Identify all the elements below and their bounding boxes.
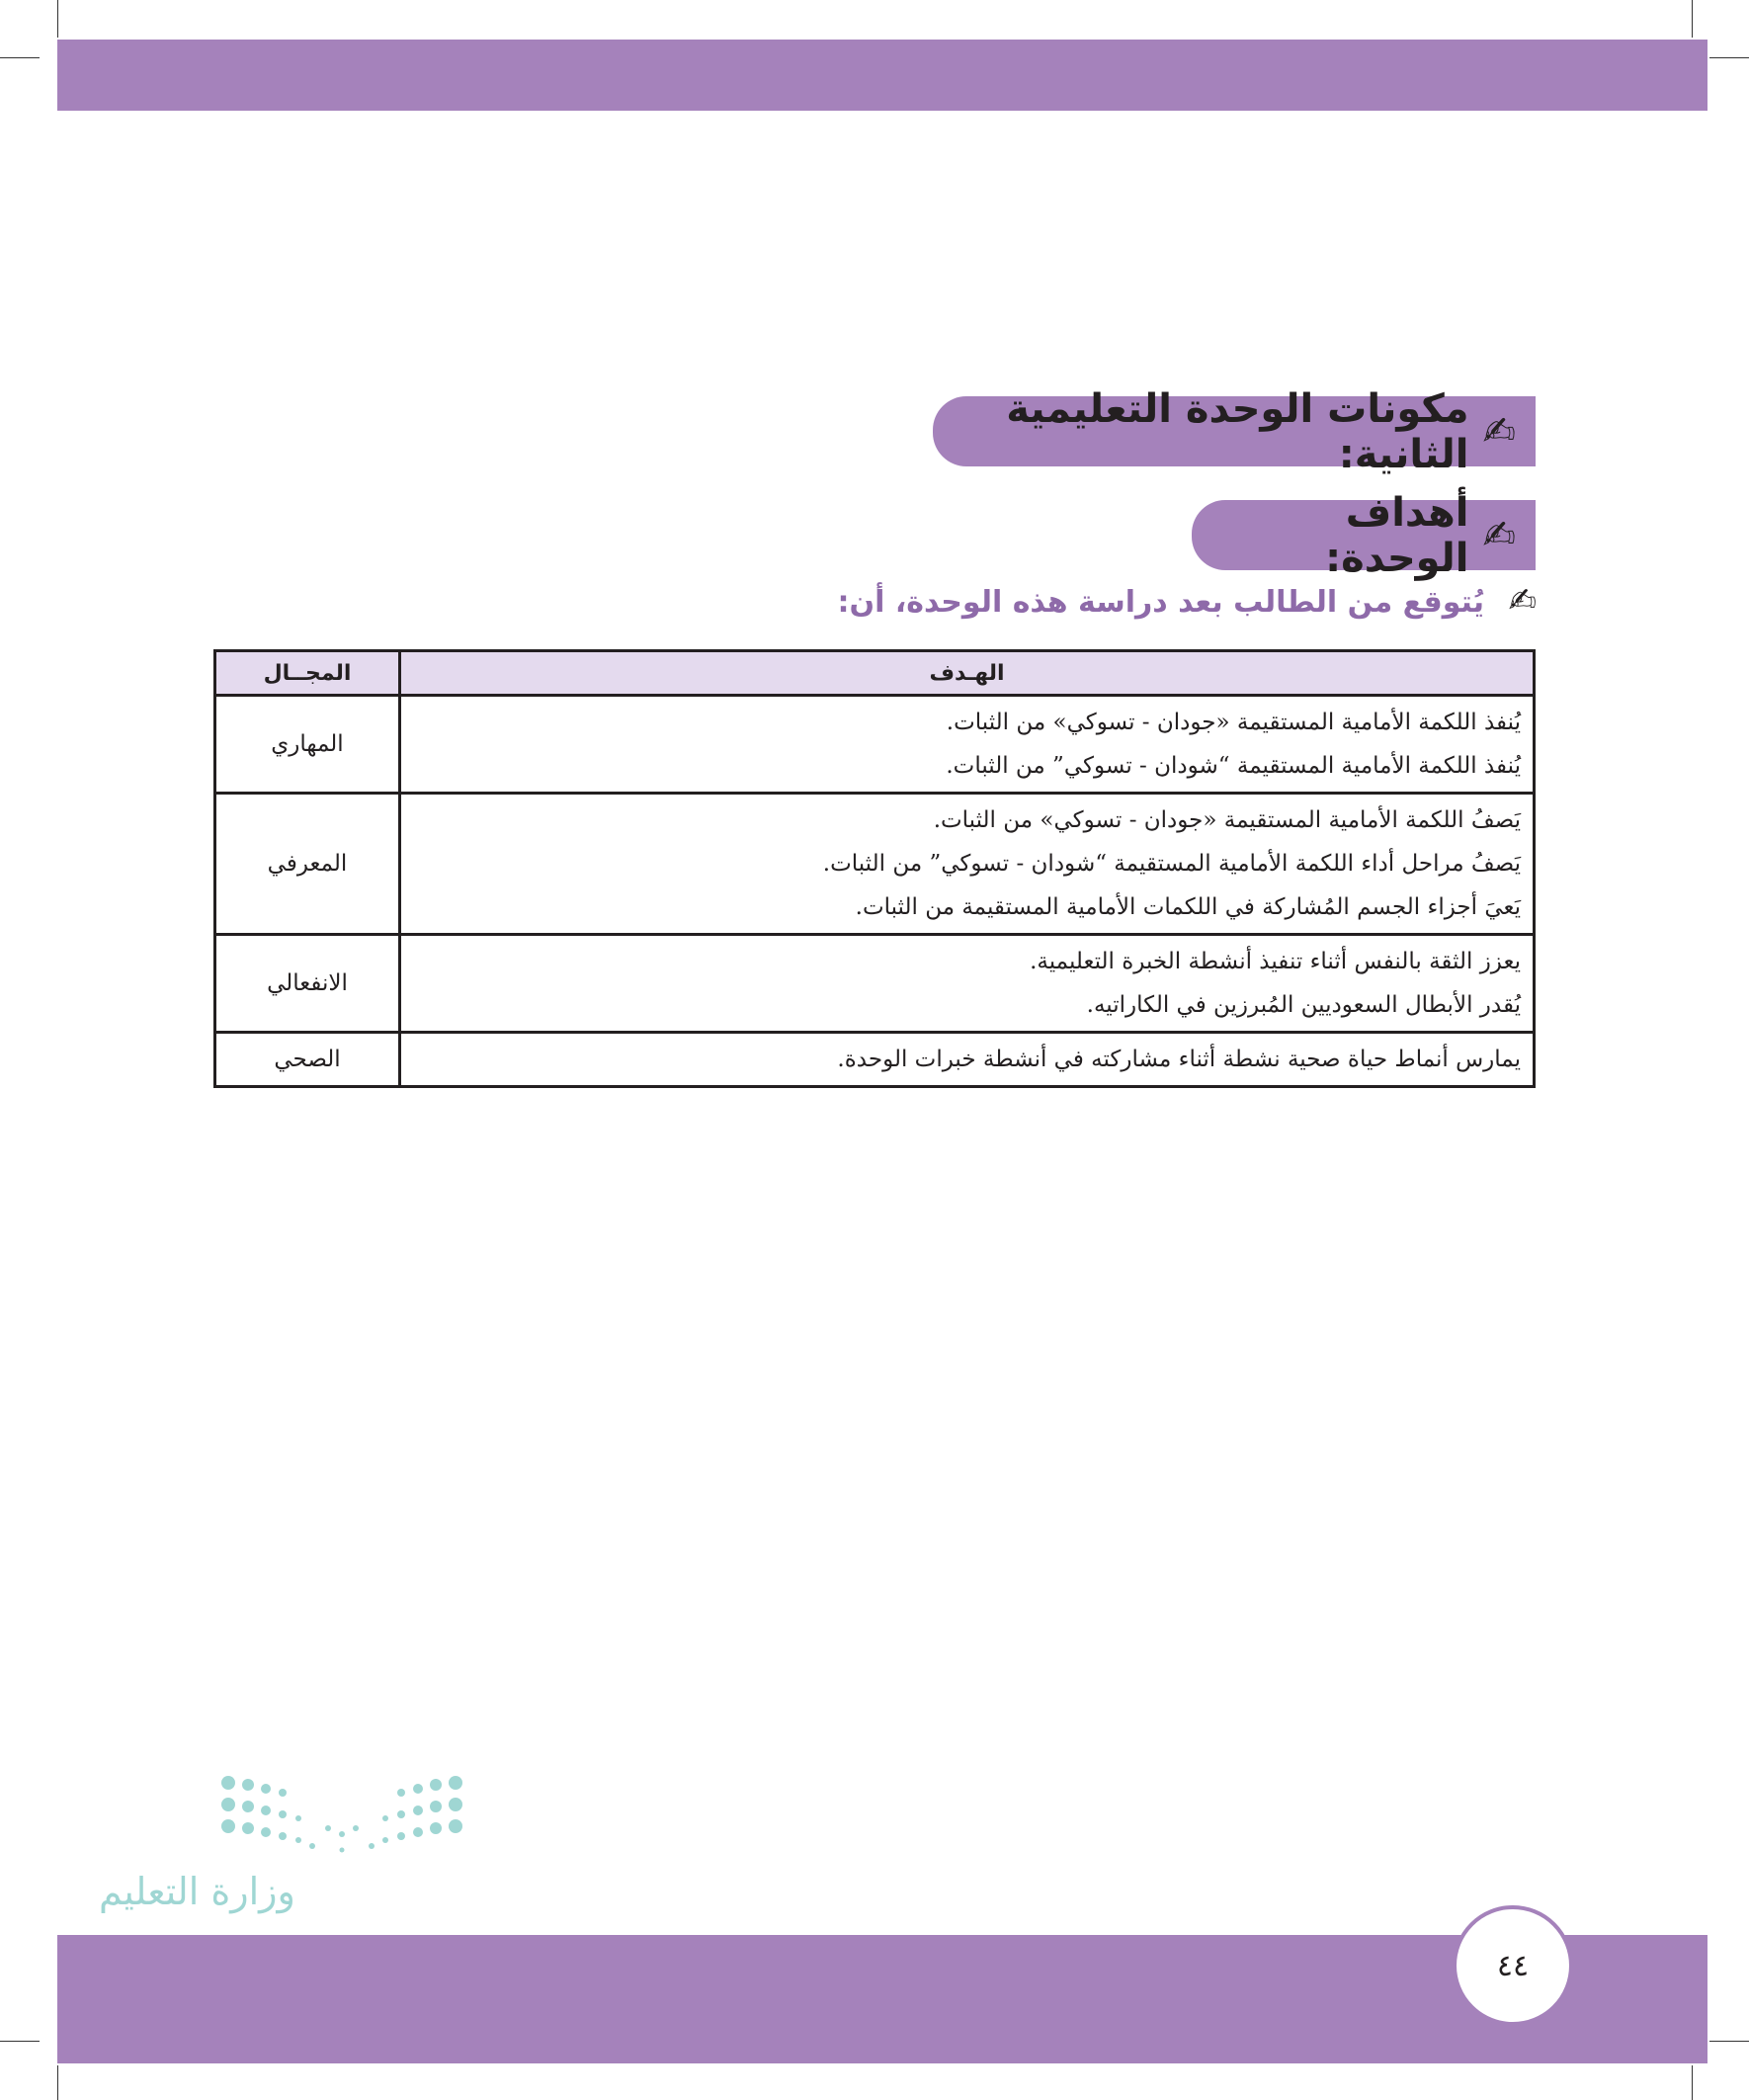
writing-hand-icon: ✍ [1482, 512, 1516, 558]
goal-item: يَعيَ أجزاء الجسم المُشاركة في اللكمات الأمامية المستقيمة من الثبات. [855, 894, 1521, 920]
domain-cell: المهاري [215, 696, 400, 794]
intro-text: يُتوقع من الطالب بعد دراسة هذه الوحدة، أن: [837, 585, 1485, 620]
crop-mark [1692, 0, 1693, 38]
goal-cell [400, 935, 1535, 1033]
goals-table [213, 649, 1536, 1088]
table-row [215, 794, 1535, 935]
section-title: مكونات الوحدة التعليمية الثانية: [1006, 385, 1469, 477]
crop-mark [57, 2065, 58, 2100]
goals-title-banner [1192, 489, 1536, 581]
writing-hand-icon: ✍ [1508, 581, 1537, 621]
section-title-banner [933, 385, 1536, 477]
goal-item: يَصفُ اللكمة الأمامية المستقيمة «جودان - تسوكي» من الثبات. [933, 807, 1521, 833]
goals-title: أهداف الوحدة: [1325, 489, 1469, 581]
page-number: ٤٤ [1453, 1905, 1573, 2026]
table-row [215, 935, 1535, 1033]
goal-cell [400, 1033, 1535, 1087]
goal-item: يُقدر الأبطال السعوديين المُبرزين في الكاراتيه. [1086, 992, 1521, 1018]
domain-cell: الصحي [215, 1033, 400, 1087]
crop-mark [0, 2041, 40, 2042]
logo-text: وزارة التعليم [99, 1870, 295, 1913]
top-band [57, 40, 1707, 111]
crop-mark [1692, 2065, 1693, 2100]
goal-cell [400, 696, 1535, 794]
goal-cell [400, 794, 1535, 935]
domain-column-header: المجــال [215, 651, 400, 696]
crop-mark [1709, 2041, 1749, 2042]
table-header-row [215, 651, 1535, 696]
writing-hand-icon: ✍ [1482, 408, 1516, 455]
table-row [215, 1033, 1535, 1087]
crop-mark [0, 57, 40, 58]
domain-cell: المعرفي [215, 794, 400, 935]
goal-item: يمارس أنماط حياة صحية نشطة أثناء مشاركته في أنشطة خبرات الوحدة. [837, 1047, 1521, 1072]
goal-item: يُنفذ اللكمة الأمامية المستقيمة «جودان - تسوكي» من الثبات. [946, 710, 1521, 735]
goal-column-header: الهـدف [400, 651, 1535, 696]
intro-line [838, 581, 1537, 621]
domain-cell: الانفعالي [215, 935, 400, 1033]
crop-mark [57, 0, 58, 38]
goal-item: يعزز الثقة بالنفس أثناء تنفيذ أنشطة الخبرة التعليمية. [1030, 949, 1521, 974]
table-row [215, 696, 1535, 794]
crop-mark [1709, 57, 1749, 58]
goal-item: يَصفُ مراحل أداء اللكمة الأمامية المستقيمة “شودان - تسوكي” من الثبات. [822, 851, 1521, 877]
goal-item: يُنفذ اللكمة الأمامية المستقيمة “شودان - تسوكي” من الثبات. [946, 753, 1521, 779]
